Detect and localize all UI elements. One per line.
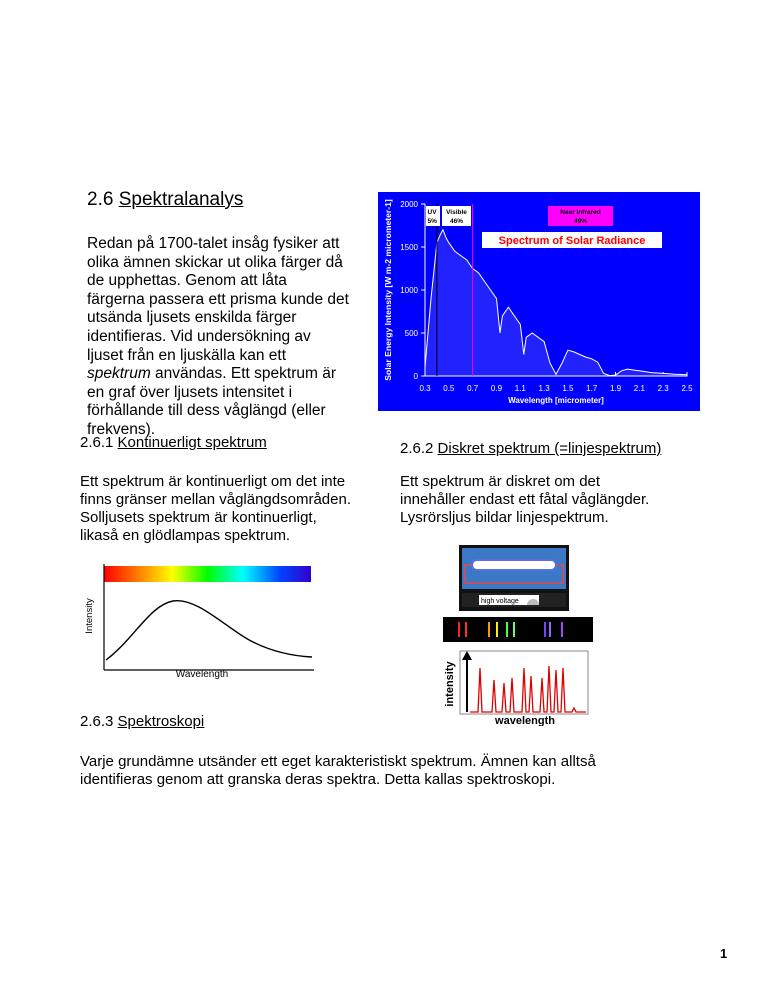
discrete-line: Ett spektrum är diskret om det: [400, 473, 601, 490]
intro-line: en graf över ljusets intensitet i: [87, 383, 293, 401]
intro-line: identifieras. Vid undersökning av: [87, 327, 311, 345]
continuous-line: likaså en glödlampas spektrum.: [80, 527, 291, 544]
y-tick-label: 500: [404, 329, 418, 338]
nir-percent: 49%: [573, 218, 588, 225]
intro-line: [87, 365, 372, 384]
continuous-heading-number: 2.6.1: [80, 434, 114, 451]
intro-line: utsända ljusets enskilda färger: [87, 309, 297, 327]
x-tick-label: 2.3: [657, 384, 669, 393]
intro-line: olika ämnen skickar ut olika färger då: [87, 253, 343, 271]
continuous-line: Ett spektrum är kontinuerligt om det inte: [80, 473, 346, 490]
spectral-line: [561, 622, 563, 637]
discrete-line: innehåller endast ett fåtal våglängder.: [400, 491, 650, 508]
continuous-spectrum-figure: [78, 560, 318, 690]
fluorescent-tube-figure: [459, 545, 569, 611]
intensity-label: Intensity: [84, 598, 95, 634]
discrete-heading-number: 2.6.2: [400, 440, 434, 457]
spectroscopy-heading-title: Spektroskopi: [117, 713, 205, 730]
intro-term-rest: användas. Ett spektrum är: [150, 365, 336, 383]
line-spectrum-strip: [443, 617, 593, 642]
continuous-curve: [106, 601, 312, 660]
intro-line: förhållande till dess våglängd (eller: [87, 402, 326, 420]
spectral-line: [549, 622, 551, 637]
x-tick-label: 1.7: [586, 384, 598, 393]
spectroscopy-line: Varje grundämne utsänder ett eget karakteristiskt spektrum. Ämnen kan alltså: [80, 753, 596, 770]
intro-line: de upphettas. Genom att låta: [87, 272, 287, 290]
intro-term: spektrum: [87, 365, 151, 383]
uv-label: UV: [427, 209, 437, 216]
intro-line: Redan på 1700-talet insåg fysiker att: [87, 235, 340, 252]
visible-label: Visible: [446, 209, 467, 216]
x-tick-label: 1.1: [514, 384, 526, 393]
continuous-line: finns gränser mellan våglängdsområden.: [80, 491, 351, 508]
visible-percent: 46%: [449, 218, 464, 225]
discrete-intensity-label: intensity: [444, 661, 456, 707]
y-tick-label: 1000: [400, 286, 418, 295]
spectral-line: [465, 622, 467, 637]
continuous-heading: [80, 434, 267, 452]
discrete-paragraph: [400, 473, 720, 527]
x-axis-label: Wavelength [micrometer]: [508, 396, 604, 405]
uv-percent: 5%: [427, 218, 437, 225]
intro-line: frekvens).: [87, 420, 156, 438]
discrete-heading-title: Diskret spektrum (=linjespektrum): [437, 440, 662, 457]
continuous-heading-title: Kontinuerligt spektrum: [117, 434, 267, 451]
rainbow-bar: [104, 566, 311, 582]
spectral-line: [544, 622, 546, 637]
spectroscopy-heading: [80, 713, 204, 731]
section-title: Spektralanalys: [118, 189, 244, 210]
spectral-line: [513, 622, 515, 637]
tube-glass: [472, 560, 556, 570]
y-axis-label: Solar Energy Intensity [W m-2 micrometer-1]: [383, 199, 393, 381]
x-tick-label: 1.5: [562, 384, 574, 393]
x-tick-label: 2.1: [633, 384, 645, 393]
x-tick-label: 1.9: [609, 384, 622, 393]
x-tick-label: 2.5: [681, 384, 693, 393]
discrete-intensity-graph: [440, 648, 590, 726]
solar-radiance-chart: [378, 192, 700, 411]
page-number: 1: [720, 946, 728, 961]
x-tick-label: 0.3: [419, 384, 431, 393]
spectroscopy-heading-number: 2.6.3: [80, 713, 114, 730]
chart-title: Spectrum of Solar Radiance: [498, 235, 646, 247]
voltage-label: high voltage: [481, 598, 519, 605]
continuous-paragraph: [80, 473, 400, 545]
intro-line: ljuset från en ljuskälla kan ett: [87, 346, 287, 364]
x-tick-label: 0.9: [490, 384, 503, 393]
discrete-wavelength-label: wavelength: [495, 715, 555, 726]
wavelength-label: Wavelength: [175, 669, 229, 680]
x-tick-label: 0.7: [467, 384, 479, 393]
y-tick-label: 1500: [400, 243, 418, 252]
spectral-line: [496, 622, 498, 637]
spectroscopy-line: identifieras genom att granska deras spektra. Detta kallas spektroskopi.: [80, 771, 556, 788]
y-tick-label: 0: [413, 372, 418, 381]
section-number: 2.6: [87, 189, 114, 210]
spectral-line: [488, 622, 490, 637]
x-tick-label: 1.3: [538, 384, 550, 393]
section-heading: [87, 189, 243, 211]
intro-line: färgerna passera ett prisma kunde det: [87, 290, 349, 308]
discrete-heading: [400, 440, 661, 458]
y-tick-label: 2000: [400, 200, 418, 209]
spectral-line: [506, 622, 508, 637]
spectral-line: [458, 622, 460, 637]
continuous-line: Solljusets spektrum är kontinuerligt,: [80, 509, 317, 526]
discrete-line: Lysrörsljus bildar linjespektrum.: [400, 509, 609, 526]
x-tick-label: 0.5: [443, 384, 455, 393]
nir-label: Near Infrared: [560, 209, 601, 216]
intro-paragraph: [87, 235, 372, 440]
spectroscopy-paragraph: [80, 753, 720, 789]
